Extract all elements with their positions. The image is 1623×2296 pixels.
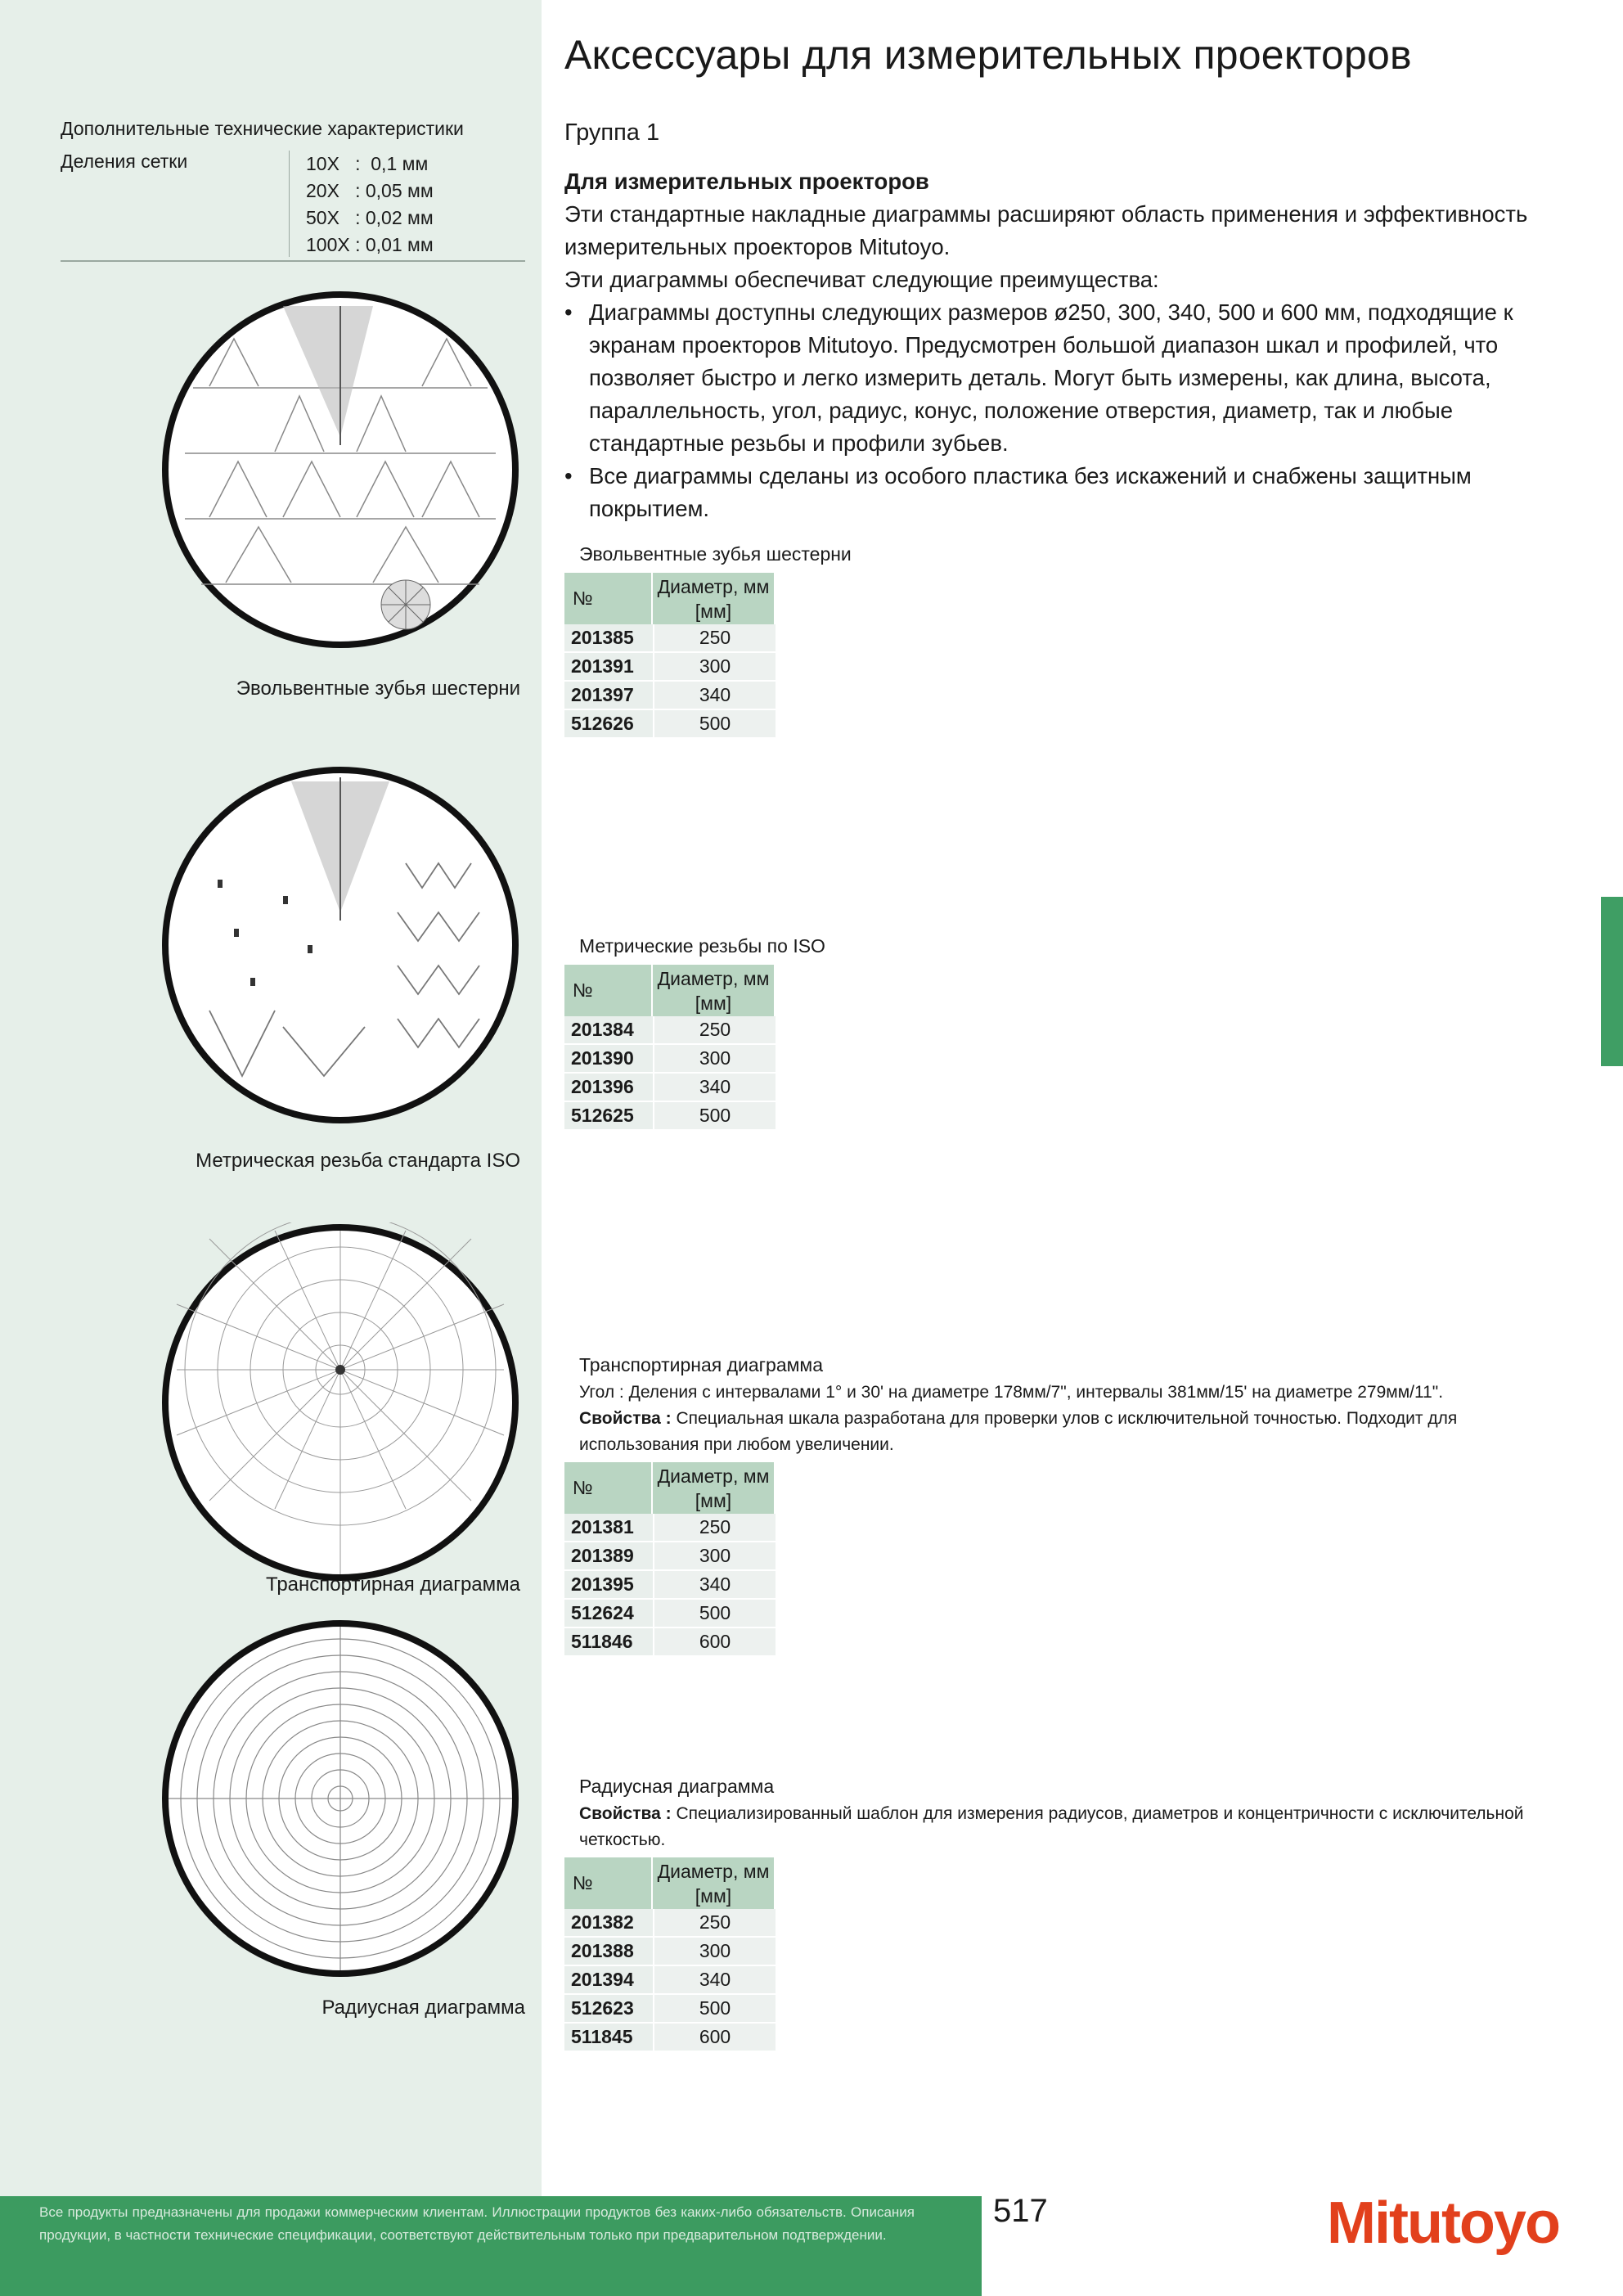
part-number: 201381 bbox=[564, 1514, 653, 1542]
table-row bbox=[564, 1995, 776, 2024]
benefit-list bbox=[564, 296, 1579, 525]
specs-values: 10X : 0,1 мм 20X : 0,05 мм 50X : 0,02 мм 100X : 0,01 мм bbox=[306, 153, 434, 255]
part-number: 201390 bbox=[564, 1045, 653, 1074]
protractor-chart-image bbox=[160, 1222, 520, 1582]
table-row bbox=[564, 2024, 776, 2052]
iso-thread-chart-image bbox=[160, 765, 520, 1125]
diameter-value: 600 bbox=[653, 2024, 776, 2052]
diameter-value: 340 bbox=[653, 682, 776, 710]
column-header-diameter: Диаметр, мм [мм] bbox=[653, 965, 776, 1016]
part-number: 512626 bbox=[564, 710, 653, 739]
benefit-item: • Диаграммы доступны следующих размеров ø250, 300, 340, 500 и 600 мм, подходящие к экранам проекторов Mitutoyo. Предусмотрен большой диапазон шкал и профилей, что позволяет быстро и легко измерить деталь. Могут быть измерены, как длина, высота, параллельность, угол, радиус, конус, положение отверстия, диаметр, так и любые стандартные резьбы и профили зубьев. bbox=[564, 296, 1579, 460]
table-header-row bbox=[564, 573, 776, 624]
diameter-value: 600 bbox=[653, 1628, 776, 1657]
column-header-number: № bbox=[564, 1857, 653, 1909]
diameter-value: 340 bbox=[653, 1074, 776, 1102]
group-label: Группа 1 bbox=[564, 119, 660, 146]
table-row bbox=[564, 1542, 776, 1571]
part-number: 201395 bbox=[564, 1571, 653, 1600]
part-number: 201385 bbox=[564, 624, 653, 653]
intro-paragraph: Эти стандартные накладные диаграммы расширяют область применения и эффективность измерительных проекторов Mitutoyo. bbox=[564, 201, 1528, 259]
part-number: 511845 bbox=[564, 2024, 653, 2052]
table-row bbox=[564, 1571, 776, 1600]
diameter-value: 300 bbox=[653, 653, 776, 682]
diameter-value: 300 bbox=[653, 1938, 776, 1966]
table-row bbox=[564, 1045, 776, 1074]
page-number: 517 bbox=[993, 2193, 1048, 2229]
specs-title: Дополнительные технические характеристики bbox=[61, 118, 464, 139]
diameter-value: 500 bbox=[653, 710, 776, 739]
part-number: 511846 bbox=[564, 1628, 653, 1657]
divider bbox=[289, 151, 290, 257]
table-row bbox=[564, 624, 776, 653]
diameter-value: 250 bbox=[653, 1909, 776, 1938]
footer-disclaimer: Все продукты предназначены для продажи коммерческим клиентам. Иллюстрации продуктов без каких-либо обязательств. Описания продукции, в частности технические спецификации, соответствуют действительным только при предварительном подтверждении. bbox=[39, 2204, 915, 2243]
divider bbox=[61, 260, 525, 262]
involute-gear-chart-image bbox=[160, 290, 520, 650]
table-row bbox=[564, 1016, 776, 1045]
diameter-value: 250 bbox=[653, 1016, 776, 1045]
description-line: Угол : Деления с интервалами 1° и 30' на диаметре 178мм/7", интервалы 381мм/15' на диаметре 279мм/11". bbox=[579, 1383, 1444, 1402]
part-number: 201382 bbox=[564, 1909, 653, 1938]
part-number: 201397 bbox=[564, 682, 653, 710]
description-line: Свойства : Специальная шкала разработана для проверки улов с исключительной точностью. Подходит для использования при любом увеличении. bbox=[579, 1409, 1458, 1454]
part-number: 201389 bbox=[564, 1542, 653, 1571]
benefit-item: • Все диаграммы сделаны из особого пластика без искажений и снабжены защитным покрытием. bbox=[564, 460, 1579, 525]
table-row bbox=[564, 1102, 776, 1131]
product-table bbox=[564, 573, 776, 739]
intro-subhead: Для измерительных проекторов bbox=[564, 169, 929, 194]
table-header-row bbox=[564, 1857, 776, 1909]
section-description bbox=[579, 1801, 1544, 1853]
mitutoyo-logo: Mitutoyo bbox=[1327, 2190, 1559, 2256]
figure-caption: Эвольвентные зубья шестерни bbox=[236, 678, 520, 700]
table-row bbox=[564, 1966, 776, 1995]
table-row bbox=[564, 653, 776, 682]
diameter-value: 340 bbox=[653, 1571, 776, 1600]
part-number: 512625 bbox=[564, 1102, 653, 1131]
figure-caption: Радиусная диаграмма bbox=[321, 1997, 525, 2019]
diameter-value: 250 bbox=[653, 624, 776, 653]
diameter-value: 300 bbox=[653, 1045, 776, 1074]
table-row bbox=[564, 710, 776, 739]
table-header-row bbox=[564, 965, 776, 1016]
intro-text bbox=[564, 165, 1579, 525]
product-table bbox=[564, 1857, 776, 2052]
section-title: Транспортирная диаграмма bbox=[579, 1354, 824, 1375]
description-line: Свойства : Специализированный шаблон для измерения радиусов, диаметров и концентричности с исключительной четкостью. bbox=[579, 1804, 1524, 1849]
part-number: 512624 bbox=[564, 1600, 653, 1628]
section-description bbox=[579, 1380, 1544, 1458]
product-table bbox=[564, 1462, 776, 1657]
table-row bbox=[564, 1628, 776, 1657]
column-header-number: № bbox=[564, 573, 653, 624]
table-header-row bbox=[564, 1462, 776, 1514]
column-header-diameter: Диаметр, мм [мм] bbox=[653, 1462, 776, 1514]
figure-caption: Транспортирная диаграмма bbox=[266, 1573, 520, 1596]
section-title: Радиусная диаграмма bbox=[579, 1776, 775, 1797]
part-number: 201391 bbox=[564, 653, 653, 682]
part-number: 201396 bbox=[564, 1074, 653, 1102]
table-row bbox=[564, 1514, 776, 1542]
section-title: Метрические резьбы по ISO bbox=[579, 935, 825, 957]
table-row bbox=[564, 1600, 776, 1628]
diameter-value: 340 bbox=[653, 1966, 776, 1995]
page-title: Аксессуары для измерительных проекторов bbox=[564, 32, 1412, 78]
table-row bbox=[564, 1074, 776, 1102]
table-row bbox=[564, 682, 776, 710]
figure-caption: Метрическая резьба стандарта ISO bbox=[196, 1150, 520, 1172]
table-row bbox=[564, 1909, 776, 1938]
table-row bbox=[564, 1938, 776, 1966]
product-table bbox=[564, 965, 776, 1131]
column-header-diameter: Диаметр, мм [мм] bbox=[653, 573, 776, 624]
part-number: 512623 bbox=[564, 1995, 653, 2024]
bullet-icon: • bbox=[564, 463, 573, 488]
radius-chart-image bbox=[160, 1618, 520, 1979]
part-number: 201394 bbox=[564, 1966, 653, 1995]
diameter-value: 250 bbox=[653, 1514, 776, 1542]
column-header-number: № bbox=[564, 1462, 653, 1514]
section-tab-marker bbox=[1601, 897, 1623, 1066]
part-number: 201388 bbox=[564, 1938, 653, 1966]
intro-paragraph: Эти диаграммы обеспечиват следующие преимущества: bbox=[564, 267, 1159, 292]
column-header-diameter: Диаметр, мм [мм] bbox=[653, 1857, 776, 1909]
diameter-value: 300 bbox=[653, 1542, 776, 1571]
specs-label: Деления сетки bbox=[61, 151, 188, 172]
diameter-value: 500 bbox=[653, 1102, 776, 1131]
bullet-icon: • bbox=[564, 299, 573, 325]
diameter-value: 500 bbox=[653, 1600, 776, 1628]
diameter-value: 500 bbox=[653, 1995, 776, 2024]
column-header-number: № bbox=[564, 965, 653, 1016]
section-title: Эвольвентные зубья шестерни bbox=[579, 543, 852, 565]
part-number: 201384 bbox=[564, 1016, 653, 1045]
